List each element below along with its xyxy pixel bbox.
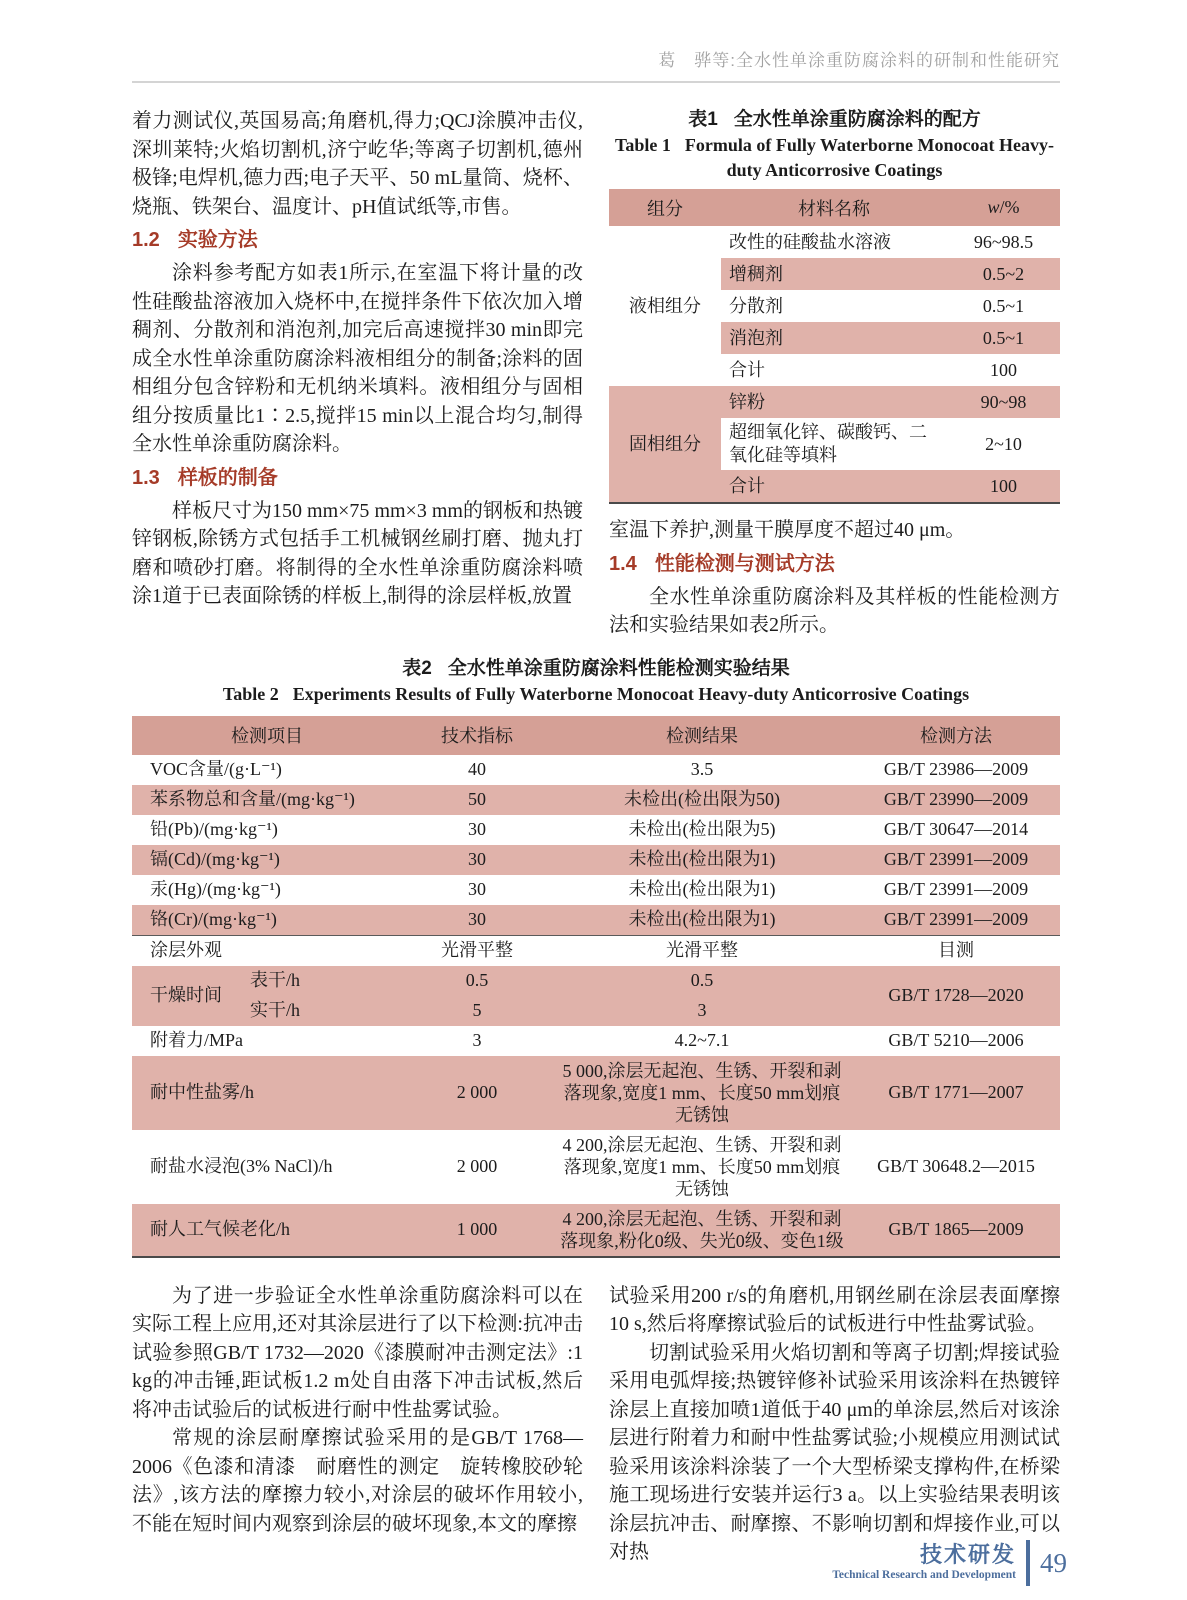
section-title: 实验方法 (177, 229, 258, 251)
header-rule (132, 81, 1060, 83)
table2-header-method: 检测方法 (852, 716, 1060, 755)
footer-divider (1026, 1540, 1030, 1586)
table2-row (132, 1056, 1060, 1130)
table-cell: 30 (402, 845, 552, 875)
table-cell: 0.5~1 (982, 295, 1025, 316)
table2-row (132, 1130, 1060, 1204)
bottom-columns (132, 1282, 1060, 1567)
table-cell: 96~98.5 (973, 231, 1034, 252)
table-cell: 镉(Cd)/(mg·kg⁻¹) (132, 845, 402, 875)
paragraph-cutting-welding: 切割试验采用火焰切割和等离子切割;焊接试验采用电弧焊接;热镀锌修补试验采用该涂料在热镀锌涂层上直接加喷1道低于40 μm的单涂层,然后对该涂层进行附着力和耐中性盐雾试验;小规模应用测试试验采用该涂料涂装了一个大型桥梁支撑构件,在桥梁施工现场进行安装并运行3 a。以上实验结果表明该涂层抗冲击、耐摩擦、不影响切割和焊接作业,可以对热 (609, 1341, 1060, 1563)
table-cell: 未检出(检出限为1) (628, 879, 776, 900)
table-cell: GB/T 23991—2009 (852, 845, 1060, 875)
table1-header-w-percent (947, 189, 1060, 226)
table2 (132, 716, 1060, 1258)
paragraph-impact-test: 为了进一步验证全水性单涂重防腐涂料可以在实际工程上应用,还对其涂层进行了以下检测:抗冲击试验参照GB/T 1732—2020《漆膜耐冲击测定法》:1 kg的冲击锤,距试板1.2 m处自由落下冲击试板,然后将冲击试验后的试板进行耐中性盐雾试验。 (132, 1284, 583, 1421)
table-cell: 光滑平整 (666, 940, 738, 961)
table2-header-item: 检测项目 (132, 716, 402, 755)
table-cell: GB/T 23991—2009 (883, 879, 1029, 900)
table2-row (132, 1026, 1060, 1056)
table2-caption-zh-text: 全水性单涂重防腐涂料性能检测实验结果 (447, 657, 790, 679)
table2-row (132, 935, 1060, 966)
table-cell: 未检出(检出限为1) (552, 905, 852, 936)
footer-section (832, 1543, 1016, 1583)
table-cell: 涂层外观 (150, 940, 222, 961)
table-cell: 苯系物总和含量/(mg·kg⁻¹) (132, 785, 402, 815)
table-cell: 未检出(检出限为50) (552, 785, 852, 815)
table-cell: 合计 (729, 359, 765, 380)
table1-caption-zh-text: 全水性单涂重防腐涂料的配方 (733, 109, 981, 130)
table-cell: 0.5~2 (947, 258, 1060, 290)
table-cell: 30 (402, 905, 552, 936)
table-cell: 增稠剂 (721, 258, 947, 290)
table2-caption-en-label: Table 2 (222, 683, 279, 704)
table2-row (132, 845, 1060, 875)
table-cell: VOC含量/(g·L⁻¹) (150, 759, 282, 780)
right-column (609, 107, 1060, 640)
section-number: 1.2 (132, 229, 160, 251)
table-cell: 3.5 (690, 759, 714, 780)
table1-group-liquid: 液相组分 (609, 226, 721, 386)
table-cell: 未检出(检出限为5) (628, 819, 776, 840)
table-cell: 3 (552, 996, 852, 1026)
table-cell: GB/T 23986—2009 (883, 759, 1029, 780)
table-cell: 4 200,涂层无起泡、生锈、开裂和剥落现象,宽度1 mm、长度50 mm划痕无锈蚀 (562, 1134, 842, 1199)
table-cell: 1 000 (402, 1204, 552, 1257)
table2-row (132, 1204, 1060, 1257)
table2-header-row (132, 716, 1060, 755)
w-unit: /% (999, 197, 1020, 217)
bottom-left-column (132, 1282, 583, 1567)
table-cell: 50 (402, 785, 552, 815)
table-cell: 附着力/MPa (150, 1030, 244, 1051)
table-cell: GB/T 1865—2009 (852, 1204, 1060, 1257)
table-cell: 合计 (721, 470, 947, 503)
table1 (609, 189, 1060, 504)
table1-caption-en (609, 133, 1060, 183)
table2-row-drying (132, 966, 1060, 996)
left-column (132, 107, 583, 640)
table-cell: 3 (472, 1030, 482, 1051)
table1-header-component: 组分 (609, 189, 721, 226)
table2-row (132, 875, 1060, 905)
section-heading-1-4 (609, 550, 1060, 578)
table1-row (609, 386, 1060, 418)
section-title: 样板的制备 (177, 466, 278, 489)
table-cell: GB/T 23990—2009 (852, 785, 1060, 815)
table-cell: 0.5 (552, 966, 852, 996)
table1-caption-zh-label: 表1 (688, 109, 718, 130)
table-cell: 消泡剂 (721, 322, 947, 354)
table-cell: 未检出(检出限为1) (552, 845, 852, 875)
table-cell: 超细氧化锌、碳酸钙、二氧化硅等填料 (729, 422, 927, 465)
table2-row (132, 785, 1060, 815)
w-symbol: w (987, 197, 1000, 217)
table-cell: 实干/h (244, 996, 402, 1026)
table1-header-material: 材料名称 (721, 189, 947, 226)
table-cell: GB/T 1771—2007 (852, 1056, 1060, 1130)
table-cell: 耐中性盐雾/h (132, 1056, 402, 1130)
table2-header-result: 检测结果 (552, 716, 852, 755)
table-cell: 分散剂 (729, 295, 783, 316)
table-cell: 2~10 (985, 433, 1022, 454)
running-head: 葛 骅等:全水性单涂重防腐涂料的研制和性能研究 (658, 51, 1060, 70)
paragraph-test-intro: 全水性单涂重防腐涂料及其样板的性能检测方法和实验结果如表2所示。 (609, 585, 1060, 636)
table-cell: 0.5 (402, 966, 552, 996)
section-heading-1-3 (132, 464, 583, 492)
table-cell: 铬(Cr)/(mg·kg⁻¹) (132, 905, 402, 936)
table-cell: 2 000 (456, 1156, 498, 1177)
table-cell: 100 (947, 470, 1060, 503)
paragraph-abrasion-standard: 常规的涂层耐摩擦试验采用的是GB/T 1768—2006《色漆和清漆 耐磨性的测定 旋转橡胶砂轮法》,该方法的摩擦力较小,对涂层的破坏作用较小,不能在短时间内观察到涂层的破坏现象,本文的摩擦 (132, 1427, 583, 1535)
footer-section-zh: 技术研发 (919, 1542, 1016, 1567)
section-number: 1.3 (132, 466, 160, 489)
table1-group-solid: 固相组分 (609, 386, 721, 503)
table2-block (132, 656, 1060, 1258)
table-cell: 耐人工气候老化/h (132, 1204, 402, 1257)
table-cell: 30 (468, 879, 486, 900)
table-cell: 100 (990, 359, 1017, 380)
table2-caption-zh-label: 表2 (402, 657, 432, 679)
table2-caption-en (132, 682, 1060, 707)
table1-caption-en-text: Formula of Fully Waterborne Monocoat Heavy-duty Anticorrosive Coatings (684, 135, 1054, 180)
paragraph-instruments: 着力测试仪,英国易高;角磨机,得力;QCJ涂膜冲击仪,深圳莱特;火焰切割机,济宁屹华;等离子切割机,德州极锋;电焊机,德力西;电子天平、50 mL量筒、烧杯、烧瓶、铁架台、温度计、pH值试纸等,市售。 (132, 110, 583, 218)
footer (832, 1540, 1067, 1586)
table2-header-spec: 技术指标 (402, 716, 552, 755)
table-cell: GB/T 30647—2014 (883, 819, 1029, 840)
table-cell: 90~98 (947, 386, 1060, 418)
table2-row (132, 755, 1060, 785)
table-cell: 4 200,涂层无起泡、生锈、开裂和剥落现象,粉化0级、失光0级、变色1级 (552, 1204, 852, 1257)
table-cell: 5 000,涂层无起泡、生锈、开裂和剥落现象,宽度1 mm、长度50 mm划痕无锈蚀 (552, 1056, 852, 1130)
table-cell-drying-label: 干燥时间 (132, 966, 244, 1026)
table-cell: 30 (468, 819, 486, 840)
table2-caption-zh (132, 656, 1060, 682)
table-cell: 2 000 (402, 1056, 552, 1130)
paragraph-abrasion-test: 试验采用200 r/s的角磨机,用钢丝刷在涂层表面摩擦10 s,然后将摩擦试验后的试板进行中性盐雾试验。 (609, 1284, 1060, 1335)
table-cell: 汞(Hg)/(mg·kg⁻¹) (150, 879, 281, 900)
table1-caption-en-label: Table 1 (615, 135, 671, 155)
table-cell: 4.2~7.1 (674, 1030, 730, 1051)
table-cell: GB/T 23991—2009 (852, 905, 1060, 936)
bottom-right-column (609, 1282, 1060, 1567)
footer-section-en: Technical Research and Development (832, 1569, 1016, 1581)
table2-row (132, 815, 1060, 845)
table-cell: 光滑平整 (441, 940, 513, 961)
table-cell: GB/T 30648.2—2015 (877, 1156, 1035, 1177)
section-title: 性能检测与测试方法 (654, 552, 835, 575)
table-cell: 锌粉 (721, 386, 947, 418)
table-cell: GB/T 5210—2006 (888, 1030, 1024, 1051)
table-cell: 目测 (938, 940, 974, 961)
table-cell: 表干/h (244, 966, 402, 996)
paragraph-curing: 室温下养护,测量干膜厚度不超过40 μm。 (609, 519, 966, 541)
table-cell: GB/T 1728—2020 (852, 966, 1060, 1026)
top-columns (132, 107, 1060, 640)
table1-row (609, 226, 1060, 258)
paragraph-method: 涂料参考配方如表1所示,在室温下将计量的改性硅酸盐溶液加入烧杯中,在搅拌条件下依次加入增稠剂、分散剂和消泡剂,加完后高速搅拌30 min即完成全水性单涂重防腐涂料液相组分的制备;涂料的固相组分包含锌粉和无机纳米填料。液相组分与固相组分按质量比1∶2.5,搅拌15 min以上混合均匀,制得全水性单涂重防腐涂料。 (132, 262, 583, 455)
table2-row (132, 905, 1060, 936)
section-number: 1.4 (609, 552, 637, 575)
table-cell: 40 (468, 759, 486, 780)
table-cell: 0.5~1 (947, 322, 1060, 354)
section-heading-1-2 (132, 226, 583, 254)
table1-header-row (609, 189, 1060, 226)
table-cell: 耐盐水浸泡(3% NaCl)/h (150, 1156, 333, 1177)
table-cell: 铅(Pb)/(mg·kg⁻¹) (150, 819, 278, 840)
table2-caption-en-text: Experiments Results of Fully Waterborne Monocoat Heavy-duty Anticorrosive Coatings (292, 683, 970, 704)
page-number: 49 (1040, 1548, 1067, 1578)
paragraph-sample-prep: 样板尺寸为150 mm×75 mm×3 mm的钢板和热镀锌钢板,除锈方式包括手工机械钢丝刷打磨、抛丸打磨和喷砂打磨。将制得的全水性单涂重防腐涂料喷涂1道于已表面除锈的样板上,制得的涂层样板,放置 (132, 499, 583, 607)
table-cell: 改性的硅酸盐水溶液 (729, 231, 891, 252)
table-cell: 5 (402, 996, 552, 1026)
table1-caption-zh (609, 107, 1060, 133)
